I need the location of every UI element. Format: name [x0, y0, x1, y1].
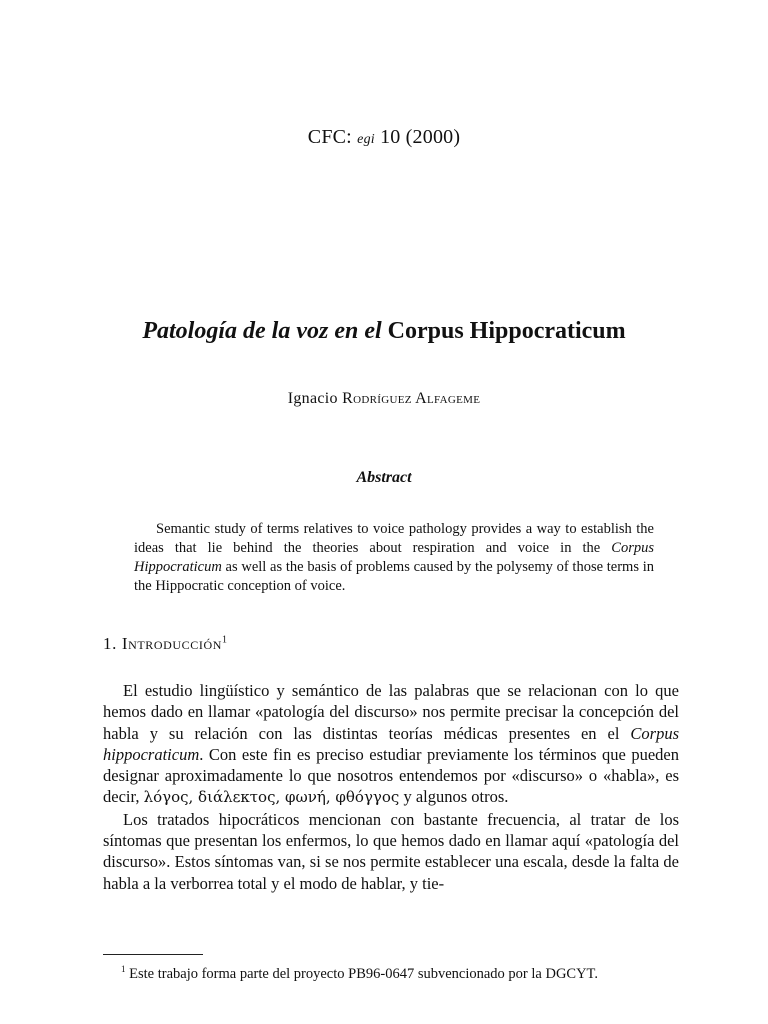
paragraph-1-text-1: El estudio lingüístico y semántico de las palabras que se relacionan con lo que hemos dado en llamar «patología del discurso» nos permite precisar la concepción del habla y su relación con las distintas teorías médicas presentes en el — [103, 681, 679, 743]
paragraph-1-text-3: y algunos otros. — [399, 787, 509, 807]
journal-volume: 10 (2000) — [380, 126, 461, 148]
abstract-text-1: Semantic study of terms relatives to voice pathology provides a way to establish the ideas that lie behind the theories about respiration and voice in the — [134, 521, 654, 556]
paragraph-1-text-2: . Con este fin es preciso estudiar previamente los términos que pueden designar aproximadamente lo que nosotros entendemos por «discurso» o «habla», es decir, — [103, 744, 679, 807]
title-roman: Corpus Hippocraticum — [387, 318, 626, 344]
abstract-heading: Abstract — [356, 469, 412, 486]
abstract-body — [134, 520, 654, 596]
paragraph-1-greek: λόγος, διάλεκτος, φωνή, φθόγγος — [143, 788, 400, 807]
paragraph-2: Los tratados hipocráticos mencionan con bastante frecuencia, al tratar de los síntomas que presentan los enfermos, lo que hemos dado en llamar aquí «patología del discurso». Estos síntomas van, si se nos permite establecer una escala, desde la falta de habla a la verborrea total y el modo de hablar, y tie- — [103, 809, 679, 893]
abstract-text-2: as well as the basis of problems caused by the polysemy of those terms in the Hippocratic conception of voice. — [134, 559, 654, 594]
journal-prefix: CFC: — [307, 126, 352, 148]
section-number: 1. — [103, 634, 117, 653]
paragraph-1-italic: Corpus hippocraticum — [103, 723, 679, 764]
author-line — [0, 390, 768, 408]
abstract-italic: Corpus Hippocraticum — [134, 540, 654, 575]
body-text — [103, 680, 679, 894]
section-title: Introducción — [121, 634, 223, 653]
article-title — [0, 318, 768, 345]
author-first-name: Ignacio — [287, 390, 338, 407]
journal-header — [0, 126, 768, 149]
footnote-divider — [103, 954, 203, 955]
footnote — [103, 960, 679, 983]
section-heading — [103, 634, 228, 654]
section-footnote-mark: 1 — [222, 634, 228, 646]
paragraph-1 — [103, 680, 679, 809]
footnote-mark: 1 — [121, 964, 126, 974]
footnote-text: Este trabajo forma parte del proyecto PB96-0647 subvencionado por la DGCYT. — [129, 965, 598, 982]
title-italic: Patología de la voz en el — [142, 318, 382, 344]
author-last-name: Rodríguez Alfageme — [342, 390, 481, 407]
journal-egi: egi — [357, 132, 375, 147]
